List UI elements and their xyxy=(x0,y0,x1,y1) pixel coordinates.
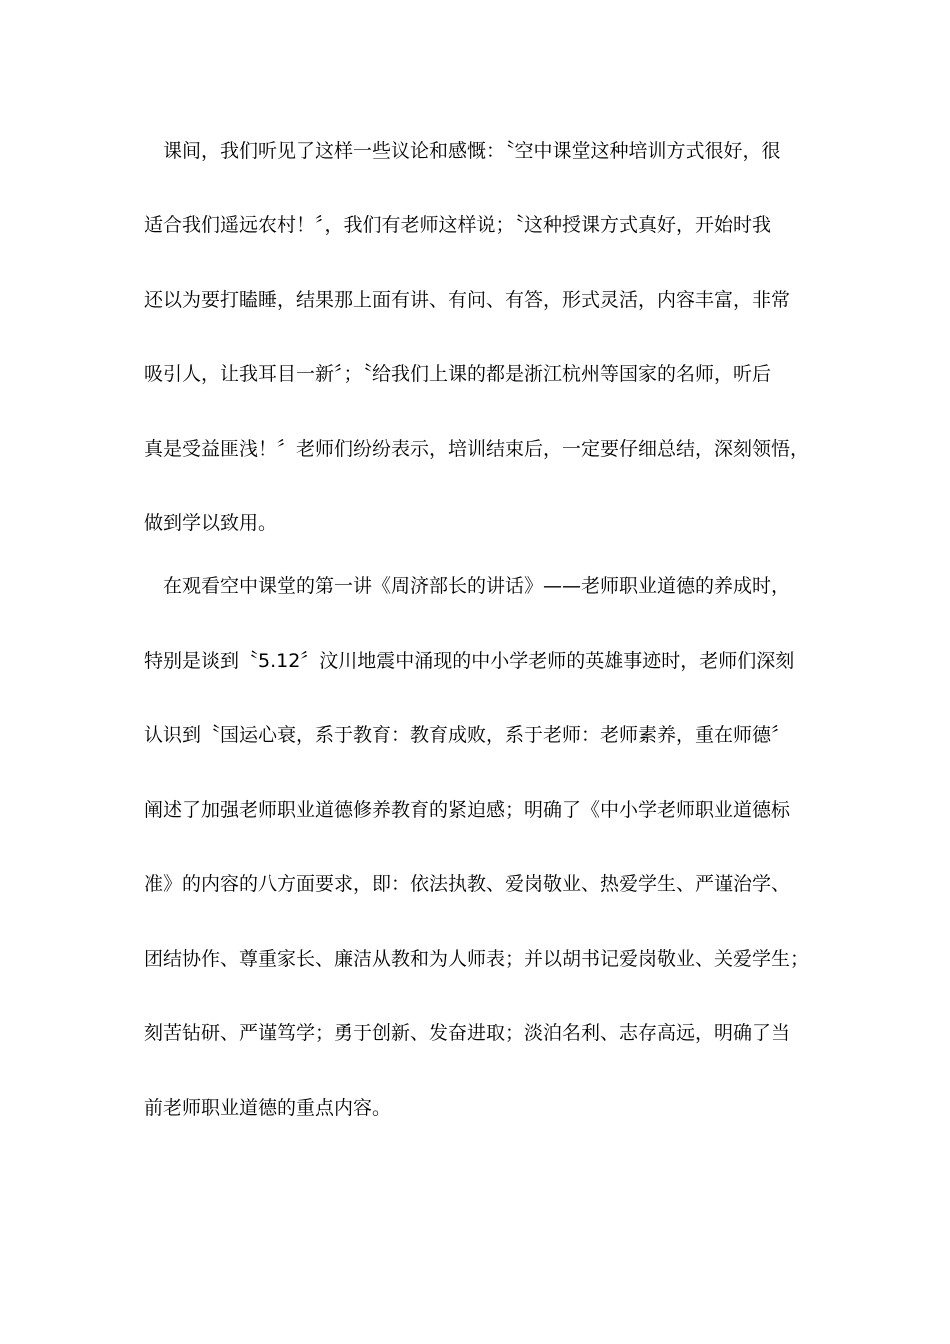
paragraph-line: 阐述了加强老师职业道德修养教育的紧迫感；明确了《中小学老师职业道德标 xyxy=(144,799,791,821)
paragraph-line: 团结协作、尊重家长、廉洁从教和为人师表；并以胡书记爱岗敬业、关爱学生； xyxy=(144,948,810,970)
paragraph-line: 适合我们遥远农村！〞，我们有老师这样说；〝这种授课方式真好，开始时我 xyxy=(144,214,772,236)
paragraph-line: 还以为要打瞌睡，结果那上面有讲、有问、有答，形式灵活，内容丰富，非常 xyxy=(144,289,791,311)
paragraph-line: 真是受益匪浅！〞老师们纷纷表示，培训结束后，一定要仔细总结，深刻领悟， xyxy=(144,438,810,460)
paragraph-line: 刻苦钻研、严谨笃学；勇于创新、发奋进取；淡泊名利、志存高远，明确了当 xyxy=(144,1022,791,1044)
paragraph-line: 准》的内容的八方面要求，即：依法执教、爱岗敬业、热爱学生、严谨治学、 xyxy=(144,873,791,895)
paragraph-line: 前老师职业道德的重点内容。 xyxy=(144,1097,392,1119)
paragraph-line: 做到学以致用。 xyxy=(144,512,278,534)
paragraph-line: 认识到〝国运心衰，系于教育：教育成败，系于老师：老师素养，重在师德〞 xyxy=(144,724,791,746)
paragraph-line: 课间，我们听见了这样一些议论和感慨：〝空中课堂这种培训方式很好，很 xyxy=(163,140,781,162)
paragraph-line: 在观看空中课堂的第一讲《周济部长的讲话》——老师职业道德的养成时， xyxy=(163,575,791,597)
paragraph-line: 特别是谈到〝5.12〞汶川地震中涌现的中小学老师的英雄事迹时，老师们深刻 xyxy=(144,650,795,672)
paragraph-line: 吸引人，让我耳目一新〞；〝给我们上课的都是浙江杭州等国家的名师，听后 xyxy=(144,363,772,385)
